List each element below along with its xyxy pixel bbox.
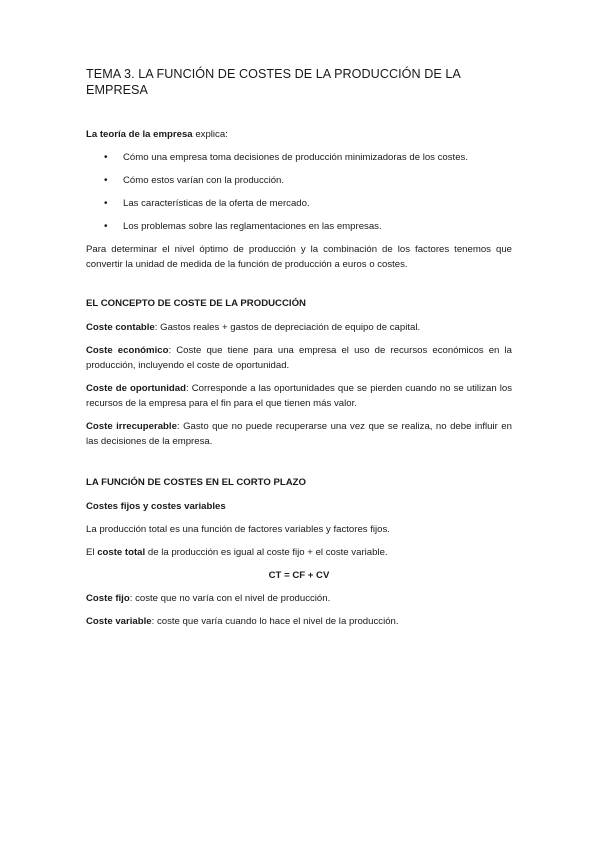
coste-total-paragraph [86,545,512,560]
definition-paragraph [86,320,512,335]
determinar-paragraph: Para determinar el nivel óptimo de producción y la combinación de los factores tenemos que convertir la unidad de medida de la función de producción a euros o costes. [86,244,512,270]
definition-term: Coste fijo [86,593,130,604]
bullet-item [86,150,512,165]
bullet-list [86,150,512,234]
paragraph: La producción total es una función de factores variables y factores fijos. [86,524,390,535]
formula: CT = CF + CV [268,570,330,581]
definition-term: Coste contable [86,322,155,333]
intro-paragraph [86,127,512,142]
definition-sep: : [185,383,192,394]
bullet-icon: • [104,152,108,163]
definition-sep: : [151,616,157,627]
text-span: de la producción es igual al coste fijo + el coste variable. [145,547,388,558]
intro-rest: explica: [192,129,228,140]
definition-text: Gasto que no puede recuperarse una vez que se realiza, no debe influir en las decisiones de la empresa. [86,421,512,447]
text-span: El [86,547,98,558]
definition-paragraph [86,419,512,449]
bullet-text: Los problemas sobre las reglamentaciones en las empresas. [123,221,382,232]
bullet-icon: • [104,175,108,186]
bullet-item [86,196,512,211]
bold-term: coste total [97,547,146,558]
definition-term: Coste de oportunidad [86,383,186,394]
definition-text: Corresponde a las oportunidades que se pierden cuando no se utilizan los recursos de la empresa para el fin para el que tienen más valor. [86,383,512,409]
document-title: TEMA 3. LA FUNCIÓN DE COSTES DE LA PRODUCCIÓN DE LA EMPRESA [86,67,461,97]
definition-sep: : [154,322,161,333]
definition-paragraph [86,591,512,606]
definition-term: Coste irrecuperable [86,421,177,432]
definition-sep: : [168,345,177,356]
bullet-text: Las características de la oferta de mercado. [123,198,310,209]
bullet-text: Cómo estos varían con la producción. [123,175,285,186]
bullet-item [86,173,512,188]
definition-term: Coste económico [86,345,169,356]
subheading: Costes fijos y costes variables [86,501,226,512]
definition-text: coste que varía cuando lo hace el nivel de la producción. [156,616,399,627]
section-heading: EL CONCEPTO DE COSTE DE LA PRODUCCIÓN [86,298,306,309]
bullet-text: Cómo una empresa toma decisiones de producción minimizadoras de los costes. [123,152,469,163]
definition-paragraph [86,614,512,629]
definition-text: Gastos reales + gastos de depreciación de equipo de capital. [160,322,421,333]
bullet-item [86,219,512,234]
bullet-icon: • [104,221,108,232]
definition-sep: : [176,421,184,432]
bullet-icon: • [104,198,108,209]
definition-text: coste que no varía con el nivel de producción. [135,593,331,604]
definition-sep: : [129,593,136,604]
document-content [86,66,512,637]
definition-paragraph [86,381,512,411]
definition-term: Coste variable [86,616,152,627]
intro-bold: La teoría de la empresa [86,129,193,140]
definition-paragraph [86,343,512,373]
definition-text: Coste que tiene para una empresa el uso de recursos económicos en la producción, incluyendo el coste de oportunidad. [86,345,512,371]
section-heading: LA FUNCIÓN DE COSTES EN EL CORTO PLAZO [86,477,306,488]
